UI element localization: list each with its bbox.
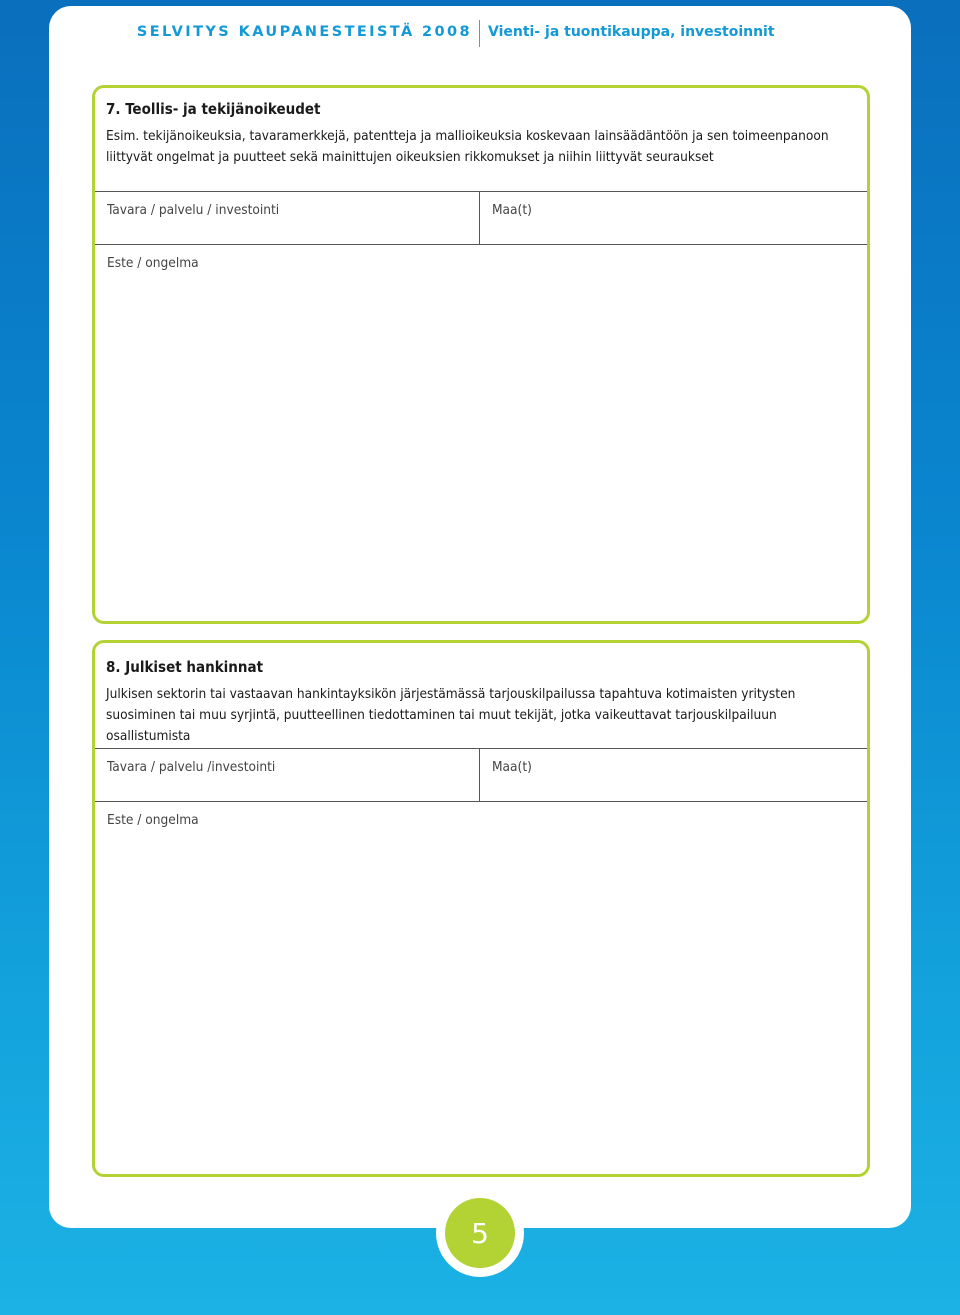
section-ip-rights: [92, 85, 870, 624]
goods-field-label: Tavara / palvelu /investointi: [107, 759, 276, 775]
countries-field-label: Maa(t): [492, 759, 532, 775]
section-title-7: 7. Teollis- ja tekijänoikeudet: [106, 100, 321, 118]
problem-field-label: Este / ongelma: [107, 812, 199, 828]
page-header: [0, 0, 960, 50]
field-divider: [479, 191, 480, 244]
section-public-procurement: [92, 640, 870, 1177]
section-description-8: Julkisen sektorin tai vastaavan hankintayksikön järjestämässä tarjouskilpailussa tapahtuva kotimaisten yritysten suosiminen tai muu syrjintä, puutteellinen tiedottaminen tai muut tekijät, jotka vaikeuttavat tarjouskilpailuun osallistumista: [106, 686, 796, 744]
section-title: Vienti- ja tuontikauppa, investoinnit: [488, 24, 775, 40]
divider: [95, 244, 867, 245]
divider: [95, 801, 867, 802]
section-description-7: Esim. tekijänoikeuksia, tavaramerkkejä, patentteja ja mallioikeuksia koskevaan lainsäädäntöön ja sen toimeenpanoon liittyvät ongelmat ja puutteet sekä mainittujen oikeuksien rikkomukset ja niihin liittyvät seuraukset: [106, 128, 829, 165]
divider: [95, 191, 867, 192]
goods-field-label: Tavara / palvelu / investointi: [107, 202, 280, 218]
problem-field-label: Este / ongelma: [107, 255, 199, 271]
page-number: 5: [445, 1198, 515, 1268]
countries-field-label: Maa(t): [492, 202, 532, 218]
divider: [95, 748, 867, 749]
section-title-8: 8. Julkiset hankinnat: [106, 658, 264, 676]
field-divider: [479, 748, 480, 801]
publication-title: SELVITYS KAUPANESTEISTÄ 2008: [136, 24, 472, 40]
header-divider: [479, 20, 480, 47]
